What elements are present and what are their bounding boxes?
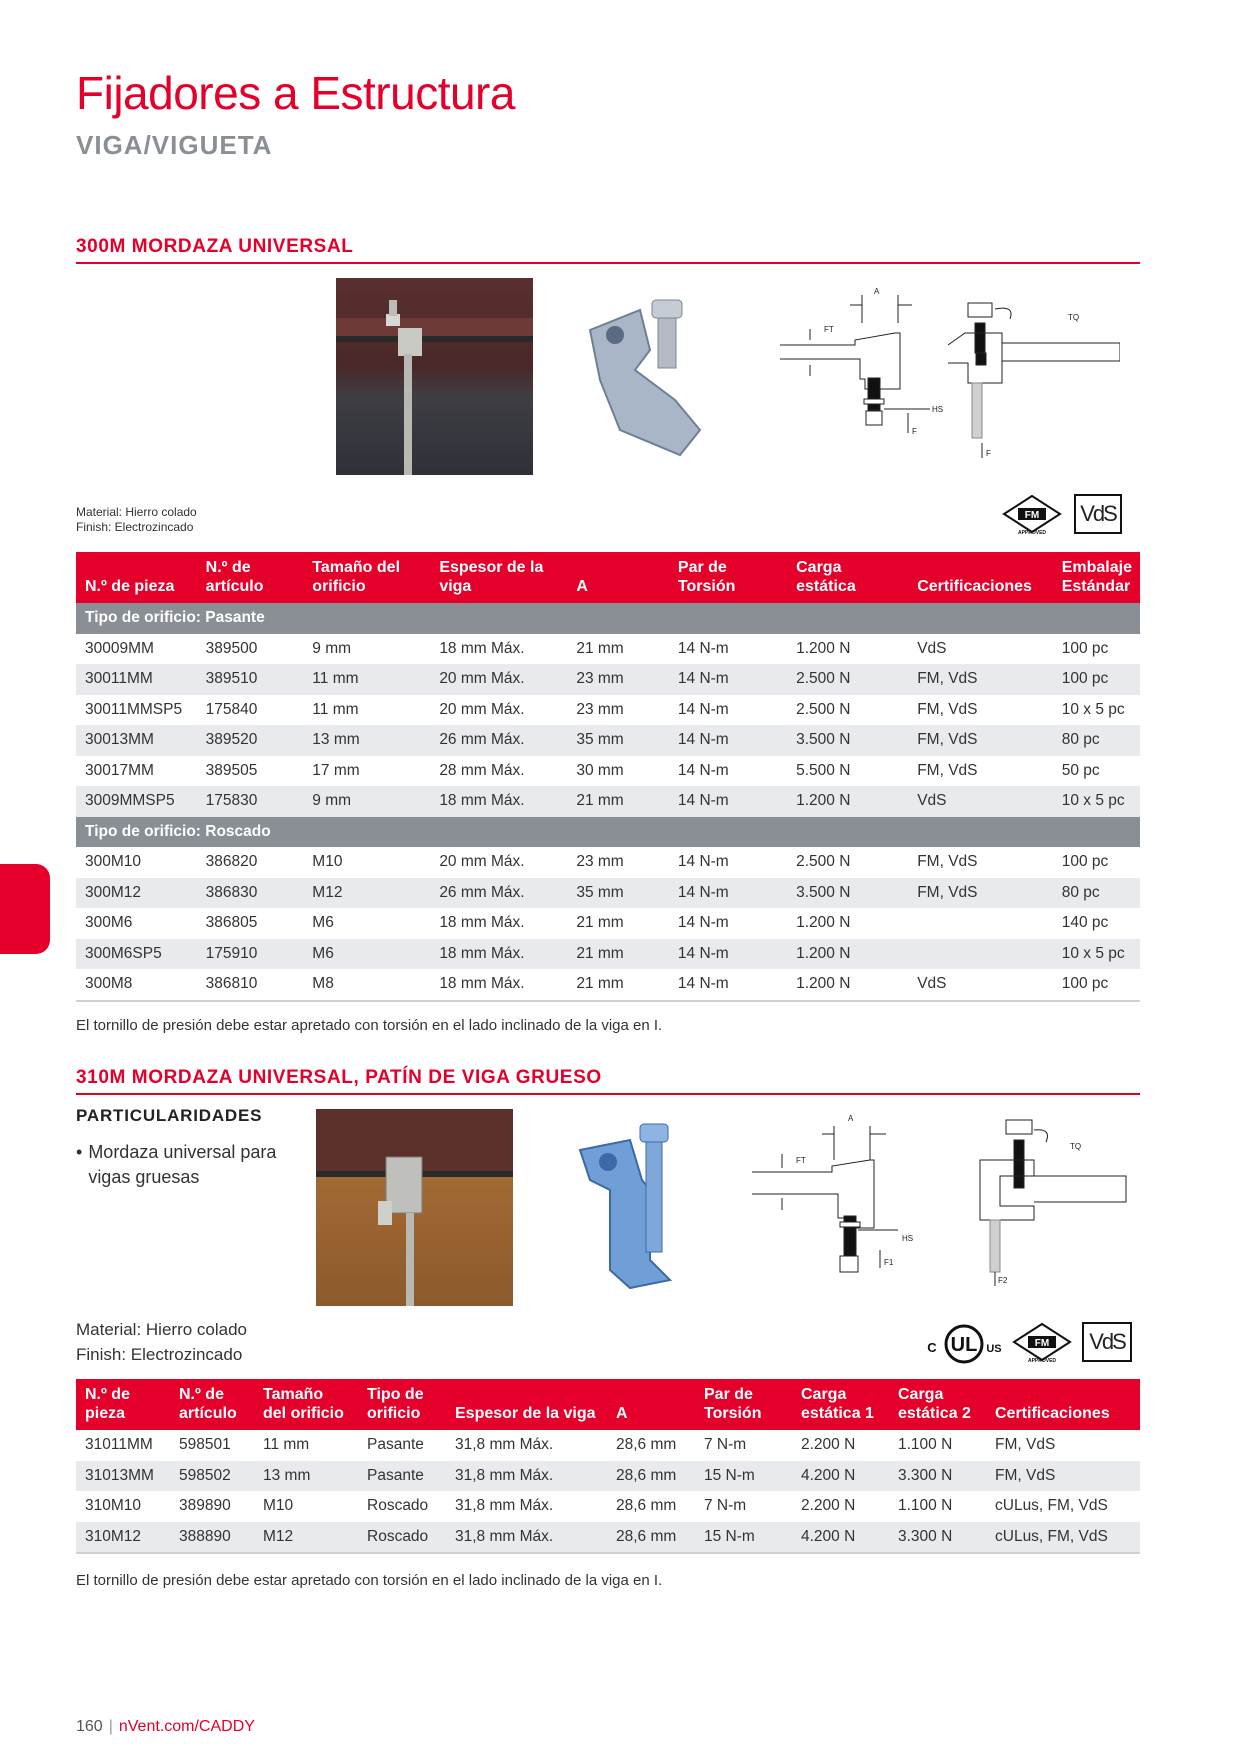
table-cell: Roscado bbox=[367, 1497, 429, 1515]
spec-table-300m bbox=[76, 552, 1140, 1002]
col-header: Par de Torsión bbox=[695, 1379, 792, 1430]
table-cell: 11 mm bbox=[312, 700, 359, 718]
table-cell: 140 pc bbox=[1061, 914, 1109, 932]
diagram-label-tq: TQ bbox=[1068, 313, 1080, 322]
table-cell: 18 mm Máx. bbox=[430, 786, 567, 817]
col-header: Carga estática 1 bbox=[792, 1379, 889, 1430]
table-cell: 386820 bbox=[205, 853, 258, 871]
table-row bbox=[76, 695, 1140, 726]
table-cell: 28,6 mm bbox=[616, 1497, 677, 1515]
table-cell: 100 pc bbox=[1053, 664, 1140, 695]
table-cell: 310M12 bbox=[76, 1522, 170, 1554]
table-cell: M6 bbox=[312, 914, 334, 932]
ul-us: US bbox=[986, 1343, 1002, 1355]
table-cell: 2.500 N bbox=[796, 700, 851, 718]
table-cell: 1.200 N bbox=[796, 639, 851, 657]
table-cell: 300M6 bbox=[85, 914, 133, 932]
table-cell: 20 mm Máx. bbox=[430, 664, 567, 695]
table-header-row bbox=[76, 552, 1140, 603]
table-cell: M8 bbox=[303, 969, 430, 1001]
table-cell: 80 pc bbox=[1053, 878, 1140, 909]
table-cell: 300M8 bbox=[76, 969, 197, 1001]
table-row bbox=[76, 939, 1140, 970]
table-cell: 15 N-m bbox=[695, 1461, 792, 1492]
table-cell: 3009MMSP5 bbox=[76, 786, 197, 817]
footer-link[interactable]: nVent.com/CADDY bbox=[118, 1718, 255, 1735]
table-cell: 14 N-m bbox=[669, 878, 787, 909]
table-cell: 14 N-m bbox=[669, 664, 787, 695]
table-cell: 100 pc bbox=[1053, 969, 1140, 1001]
table-cell: 14 N-m bbox=[677, 853, 729, 871]
table-cell: 389505 bbox=[205, 761, 258, 779]
table-header-row bbox=[76, 1379, 1140, 1430]
table-cell: 4.200 N bbox=[792, 1461, 889, 1492]
table-cell: 18 mm Máx. bbox=[430, 939, 567, 970]
table-cell: VdS bbox=[908, 786, 1053, 817]
col-header: Embalaje Estándar bbox=[1053, 552, 1140, 603]
table-cell: 1.100 N bbox=[898, 1436, 953, 1454]
table-cell: 389890 bbox=[179, 1497, 231, 1515]
diagram-label-f: F bbox=[912, 427, 917, 436]
table-cell: 28 mm Máx. bbox=[439, 761, 525, 779]
col-header: N.º de pieza bbox=[76, 1379, 170, 1430]
table-cell: 14 N-m bbox=[669, 939, 787, 970]
table-group-row bbox=[76, 817, 1140, 848]
table-cell: 21 mm bbox=[567, 939, 669, 970]
table-body-310m bbox=[76, 1430, 1140, 1553]
dimension-diagram-310m bbox=[752, 1110, 1132, 1290]
table-cell: 26 mm Máx. bbox=[430, 725, 567, 756]
table-cell: 18 mm Máx. bbox=[439, 914, 525, 932]
list-item bbox=[76, 1140, 298, 1190]
table-row bbox=[76, 908, 1140, 939]
table-row bbox=[76, 1430, 1140, 1461]
table-cell: 14 N-m bbox=[677, 914, 729, 932]
table-cell: 3.500 N bbox=[787, 878, 908, 909]
table-cell: cULus, FM, VdS bbox=[986, 1522, 1140, 1554]
page-title: Fijadores a Estructura bbox=[76, 67, 515, 119]
table-cell: 14 N-m bbox=[677, 761, 729, 779]
table-cell: 23 mm bbox=[567, 664, 669, 695]
table-cell: FM, VdS bbox=[917, 700, 978, 718]
table-row bbox=[76, 969, 1140, 1001]
table-cell: 23 mm bbox=[576, 700, 624, 718]
table-cell: 31013MM bbox=[76, 1461, 170, 1492]
bullet-glyph: • bbox=[76, 1142, 83, 1162]
table-cell: FM, VdS bbox=[908, 664, 1053, 695]
table-cell: 31011MM bbox=[85, 1436, 153, 1454]
product-photo-installed bbox=[336, 278, 533, 475]
table-cell: 1.200 N bbox=[787, 969, 908, 1001]
table-cell: 35 mm bbox=[567, 878, 669, 909]
material-text: Material: Hierro colado bbox=[76, 1320, 248, 1339]
page-number: 160 bbox=[76, 1718, 103, 1735]
fm-logo-approved: APPROVED bbox=[1027, 1358, 1057, 1364]
table-cell: 14 N-m bbox=[669, 786, 787, 817]
features-list bbox=[76, 1140, 298, 1190]
dimension-diagram-300m bbox=[780, 283, 1120, 463]
col-header: N.º de artículo bbox=[170, 1379, 254, 1430]
table-cell: 30009MM bbox=[85, 639, 154, 657]
table-cell: 14 N-m bbox=[677, 639, 729, 657]
ul-c: C bbox=[927, 1340, 937, 1355]
section-side-tab bbox=[0, 864, 50, 954]
table-group-row bbox=[76, 603, 1140, 634]
table-row bbox=[76, 725, 1140, 756]
table-cell: 11 mm bbox=[263, 1436, 310, 1454]
col-header: Par de Torsión bbox=[669, 552, 787, 603]
table-row bbox=[76, 634, 1140, 665]
table-cell: 310M10 bbox=[85, 1497, 142, 1515]
fm-approved-logo bbox=[1012, 1322, 1072, 1364]
table-cell: 18 mm Máx. bbox=[439, 639, 525, 657]
product-photo-installed-310m bbox=[316, 1109, 513, 1306]
table-cell: 386810 bbox=[197, 969, 304, 1001]
table-cell: 175910 bbox=[197, 939, 304, 970]
table-cell: M10 bbox=[263, 1497, 294, 1515]
diagram-label-ft: FT bbox=[796, 1156, 806, 1165]
table-cell: 5.500 N bbox=[796, 761, 851, 779]
table-cell: 2.500 N bbox=[796, 853, 851, 871]
table-cell: 7 N-m bbox=[704, 1436, 747, 1454]
col-header: Certificaciones bbox=[908, 552, 1053, 603]
col-header: Espesor de la viga bbox=[430, 552, 567, 603]
table-cell: 31,8 mm Máx. bbox=[446, 1522, 607, 1554]
diagram-label-f-2: F bbox=[986, 449, 991, 458]
diagram-label-ft: FT bbox=[824, 325, 834, 334]
table-cell: 100 pc bbox=[1061, 853, 1109, 871]
table-cell: 3.300 N bbox=[889, 1461, 986, 1492]
material-info-300m bbox=[76, 505, 197, 535]
feature-text: Mordaza universal para vigas gruesas bbox=[88, 1142, 277, 1187]
col-header: Carga estática bbox=[787, 552, 908, 603]
group-label: Tipo de orificio: Pasante bbox=[76, 603, 1140, 634]
table-row bbox=[76, 1491, 1140, 1522]
table-cell: VdS bbox=[917, 639, 947, 657]
table-cell: 386805 bbox=[205, 914, 258, 932]
table-cell: FM, VdS bbox=[995, 1436, 1056, 1454]
section-rule bbox=[76, 262, 1140, 264]
footer-separator: | bbox=[108, 1718, 113, 1735]
table-cell: 18 mm Máx. bbox=[430, 969, 567, 1001]
table-cell: 80 pc bbox=[1053, 725, 1140, 756]
table-cell: 2.200 N bbox=[801, 1497, 856, 1515]
diagram-label-hs: HS bbox=[902, 1234, 914, 1243]
table-cell: 388890 bbox=[170, 1522, 254, 1554]
table-row bbox=[76, 1522, 1140, 1554]
table-cell: 1.200 N bbox=[787, 939, 908, 970]
table-cell: 21 mm bbox=[567, 786, 669, 817]
table-cell: 10 x 5 pc bbox=[1061, 700, 1125, 718]
group-label: Tipo de orificio: Roscado bbox=[76, 817, 1140, 848]
fm-logo-letters: FM bbox=[1024, 510, 1040, 521]
table-cell: 100 pc bbox=[1061, 639, 1109, 657]
diagram-label-f2: F2 bbox=[998, 1276, 1008, 1285]
diagram-label-f1: F1 bbox=[884, 1258, 894, 1267]
table-cell: 11 mm bbox=[303, 664, 430, 695]
table-cell: 30011MM bbox=[76, 664, 197, 695]
table-cell: 14 N-m bbox=[669, 725, 787, 756]
table-cell: 21 mm bbox=[576, 914, 624, 932]
table-cell: 389500 bbox=[205, 639, 258, 657]
diagram-label-a: A bbox=[874, 287, 880, 296]
table-cell: Pasante bbox=[358, 1461, 446, 1492]
material-info-310m bbox=[76, 1317, 247, 1367]
table-cell bbox=[908, 908, 1053, 939]
table-cell: 28,6 mm bbox=[616, 1436, 677, 1454]
table-row bbox=[76, 756, 1140, 787]
table-cell: 3.500 N bbox=[787, 725, 908, 756]
table-cell: 175840 bbox=[205, 700, 258, 718]
col-header: Certificaciones bbox=[986, 1379, 1140, 1430]
table-cell: 20 mm Máx. bbox=[439, 853, 525, 871]
culus-logo bbox=[924, 1322, 1004, 1366]
page-subtitle: VIGA/VIGUETA bbox=[76, 130, 273, 160]
table-cell: 10 x 5 pc bbox=[1053, 786, 1140, 817]
vds-logo: VdS bbox=[1074, 494, 1122, 534]
table-cell: cULus, FM, VdS bbox=[995, 1497, 1108, 1515]
table-row bbox=[76, 847, 1140, 878]
table-cell: 2.200 N bbox=[801, 1436, 856, 1454]
table-cell: 3.300 N bbox=[889, 1522, 986, 1554]
table-cell: 20 mm Máx. bbox=[439, 700, 525, 718]
table-cell: 598502 bbox=[170, 1461, 254, 1492]
table-cell: 50 pc bbox=[1061, 761, 1100, 779]
table-cell: 21 mm bbox=[567, 969, 669, 1001]
col-header: N.º de artículo bbox=[197, 552, 304, 603]
table-cell: 9 mm bbox=[312, 639, 352, 657]
table-cell: FM, VdS bbox=[917, 761, 978, 779]
vds-logo: VdS bbox=[1082, 1322, 1132, 1362]
table-cell: 30011MMSP5 bbox=[85, 700, 183, 718]
page-footer bbox=[76, 1718, 255, 1736]
fm-logo-approved: APPROVED bbox=[1017, 530, 1047, 536]
section-rule bbox=[76, 1093, 1140, 1095]
table-cell: VdS bbox=[908, 969, 1053, 1001]
table-cell: 10 x 5 pc bbox=[1053, 939, 1140, 970]
table-row bbox=[76, 1461, 1140, 1492]
col-header: A bbox=[567, 552, 669, 603]
diagram-label-a: A bbox=[848, 1114, 854, 1123]
features-title: PARTICULARIDADES bbox=[76, 1106, 263, 1125]
table-cell: FM, VdS bbox=[986, 1461, 1140, 1492]
table-cell: 17 mm bbox=[312, 761, 360, 779]
table-cell: 9 mm bbox=[303, 786, 430, 817]
table-cell: Roscado bbox=[358, 1522, 446, 1554]
diagram-label-hs: HS bbox=[932, 405, 944, 414]
product-image-300m bbox=[580, 290, 710, 460]
table-cell: 13 mm bbox=[254, 1461, 358, 1492]
fm-approved-logo bbox=[1002, 494, 1062, 536]
table-row bbox=[76, 878, 1140, 909]
table-cell: FM, VdS bbox=[908, 725, 1053, 756]
table-cell: 1.100 N bbox=[898, 1497, 953, 1515]
note-310m: El tornillo de presión debe estar apretado con torsión en el lado inclinado de la viga en I. bbox=[76, 1572, 663, 1589]
table-cell bbox=[908, 939, 1053, 970]
col-header: Carga estática 2 bbox=[889, 1379, 986, 1430]
table-cell: 386830 bbox=[197, 878, 304, 909]
table-cell: 175830 bbox=[197, 786, 304, 817]
table-cell: 30017MM bbox=[85, 761, 154, 779]
table-cell: 598501 bbox=[179, 1436, 231, 1454]
diagram-label-tq: TQ bbox=[1070, 1142, 1082, 1151]
table-cell: 30 mm bbox=[576, 761, 624, 779]
table-cell: FM, VdS bbox=[917, 853, 978, 871]
table-cell: 31,8 mm Máx. bbox=[455, 1436, 554, 1454]
finish-text: Finish: Electrozincado bbox=[76, 1345, 243, 1364]
note-300m: El tornillo de presión debe estar apretado con torsión en el lado inclinado de la viga en I. bbox=[76, 1017, 663, 1034]
table-body-300m bbox=[76, 603, 1140, 1001]
spec-table-310m bbox=[76, 1379, 1140, 1554]
table-cell: 1.200 N bbox=[787, 786, 908, 817]
table-cell: 31,8 mm Máx. bbox=[455, 1497, 554, 1515]
fm-logo-letters: FM bbox=[1034, 1338, 1050, 1349]
table-cell: 30013MM bbox=[76, 725, 197, 756]
table-cell: 389520 bbox=[197, 725, 304, 756]
finish-text: Finish: Electrozincado bbox=[76, 520, 194, 534]
table-cell: 26 mm Máx. bbox=[430, 878, 567, 909]
table-cell: 1.200 N bbox=[796, 914, 851, 932]
table-cell: 14 N-m bbox=[669, 969, 787, 1001]
table-cell: M12 bbox=[254, 1522, 358, 1554]
table-cell: 13 mm bbox=[303, 725, 430, 756]
table-cell: FM, VdS bbox=[908, 878, 1053, 909]
ul-letters: UL bbox=[950, 1334, 978, 1356]
table-cell: 4.200 N bbox=[792, 1522, 889, 1554]
col-header: Espesor de la viga bbox=[446, 1379, 607, 1430]
table-cell: 389510 bbox=[197, 664, 304, 695]
table-cell: 35 mm bbox=[567, 725, 669, 756]
table-row bbox=[76, 664, 1140, 695]
table-cell: 23 mm bbox=[576, 853, 624, 871]
col-header: A bbox=[607, 1379, 695, 1430]
table-cell: Pasante bbox=[367, 1436, 424, 1454]
table-cell: 300M6SP5 bbox=[76, 939, 197, 970]
table-cell: M10 bbox=[312, 853, 343, 871]
material-text: Material: Hierro colado bbox=[76, 505, 197, 519]
col-header: Tamaño del orificio bbox=[254, 1379, 358, 1430]
table-cell: M12 bbox=[303, 878, 430, 909]
table-cell: M6 bbox=[303, 939, 430, 970]
col-header: N.º de pieza bbox=[76, 552, 197, 603]
section-title-300m: 300M MORDAZA UNIVERSAL bbox=[76, 236, 354, 257]
product-image-310m bbox=[570, 1120, 700, 1295]
table-cell: 28,6 mm bbox=[607, 1522, 695, 1554]
table-cell: 28,6 mm bbox=[607, 1461, 695, 1492]
section-title-310m: 310M MORDAZA UNIVERSAL, PATÍN DE VIGA GRUESO bbox=[76, 1067, 602, 1088]
col-header: Tamaño del orificio bbox=[303, 552, 430, 603]
table-cell: 7 N-m bbox=[704, 1497, 747, 1515]
col-header: Tipo de orificio bbox=[358, 1379, 446, 1430]
table-cell: 300M12 bbox=[76, 878, 197, 909]
table-cell: 14 N-m bbox=[677, 700, 729, 718]
table-cell: 21 mm bbox=[576, 639, 624, 657]
table-cell: 31,8 mm Máx. bbox=[446, 1461, 607, 1492]
table-cell: 15 N-m bbox=[695, 1522, 792, 1554]
table-row bbox=[76, 786, 1140, 817]
table-cell: 300M10 bbox=[85, 853, 142, 871]
table-cell: 2.500 N bbox=[787, 664, 908, 695]
